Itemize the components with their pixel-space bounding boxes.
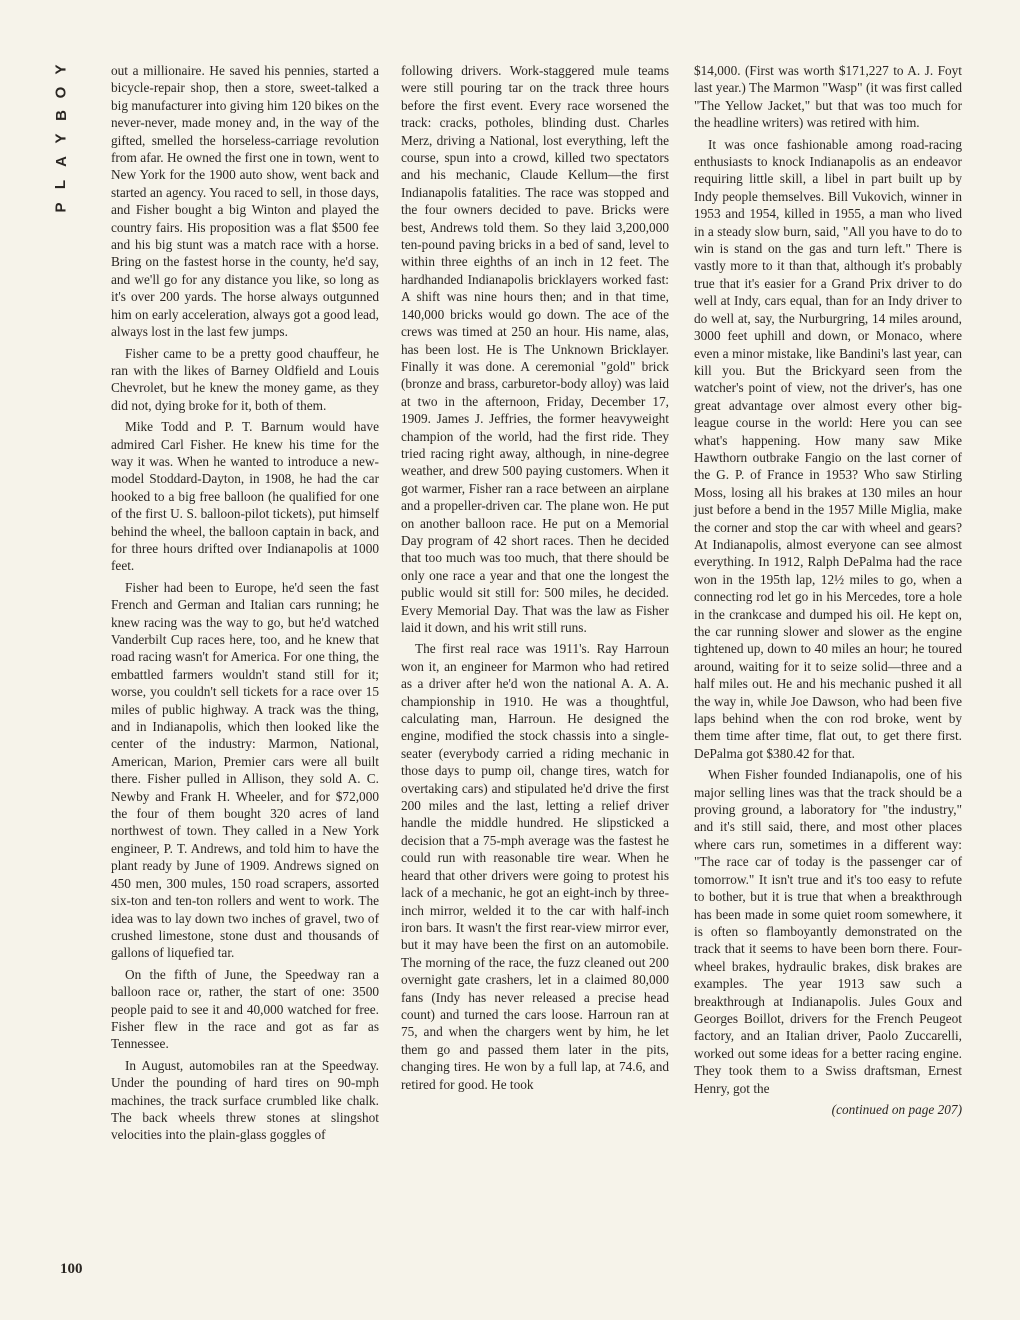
paragraph: Mike Todd and P. T. Barnum would have admired Carl Fisher. He knew his time for the way it was. When he wanted to introduce a new-model Stoddard-Dayton, in 1908, he had the car hooked to a big free balloon (he qualified for one of the first U. S. balloon-pilot tickets), put himself behind the wheel, the balloon captain in back, and for three hours drifted over Indianapolis at 1000 feet. bbox=[111, 419, 379, 574]
continuation-note: (continued on page 207) bbox=[831, 1101, 962, 1117]
masthead-letter: B bbox=[52, 110, 70, 121]
paragraph: $14,000. (First was worth $171,227 to A. J. Foyt last year.) The Marmon "Wasp" (it was first called "The Yellow Jacket," but that was too much for the headline writers) was retired with him. bbox=[694, 63, 962, 131]
paragraph: In August, automobiles ran at the Speedway. Under the pounding of hard tires on 90-mph machines, the track surface crumbled like chalk. The back wheels threw stones at slingshot velocities into the plain-glass goggles of bbox=[111, 1057, 379, 1143]
paragraph: following drivers. Work-staggered mule teams were still pouring tar on the track three hours before the first event. Every race worsened the track: cracks, potholes, blinding dust. Charles Merz, driving a National, lost everything, left the course, spun into a crowd, killed two spectators and his mechanic, Claude Kellum—the first Indianapolis fatalities. The race was stopped and the four owners decided to pave. Bricks were best, Andrews told them. So they laid 3,200,000 ten-pound paving bricks in a bed of sand, level to within three eighths of an inch in 12 feet. The hardhanded Indianapolis bricklayers worked fast: A shift was nine hours then; and in that time, 140,000 bricks would go down. The ace of the crews was timed at 250 an hour. His name, alas, has been lost. He is The Unknown Bricklayer. Finally it was done. A ceremonial "gold" brick (bronze and brass, carburetor-body alloy) was laid at two in the afternoon, Friday, December 17, 1909. James J. Jeffries, the former heavyweight champion of the world, had the first ride. They tried racing right away, although, in nine-degree weather, and drew 500 paying customers. When it got warmer, Fisher ran a race between an airplane and a propeller-driven car. The plane won. He put on another balloon race. He put on a Memorial Day program of 42 short races. Then he decided that too much was too much, that there should be only one race a year and that one the longest the public would sit still for: 500 miles, he decided. Every Memorial Day. That was the law as Fisher laid it down, and his writ still runs. bbox=[401, 63, 669, 635]
masthead-letter: A bbox=[52, 156, 70, 167]
article-column-3 bbox=[694, 62, 962, 1122]
paragraph: Fisher had been to Europe, he'd seen the fast French and German and Italian cars running; he knew racing was the way to go, but he'd watched Vanderbilt Cup races here, too, and he knew that road racing wasn't for America. For one thing, the embattled farmers wouldn't stand still for it; worse, you couldn't sell tickets for a race over 15 miles of public highway. A track was the thing, and in Indianapolis, which then looked like the center of the industry: Marmon, National, American, Marion, Premier cars were all built there. Fisher pulled in Allison, they sold A. C. Newby and Frank H. Wheeler, and for $72,000 the four of them bought 320 acres of land northwest of town. They called in a New York engineer, P. T. Andrews, and told him to have the plant ready by June of 1909. Andrews signed on 450 men, 300 mules, 150 road scrapers, assorted six-ton and ten-ton rollers and went to work. The idea was to lay down two inches of gravel, two of crushed limestone, stone dust and thousands of gallons of liquefied tar. bbox=[111, 579, 379, 961]
masthead-letter: Y bbox=[52, 64, 70, 75]
paragraph: The first real race was 1911's. Ray Harroun won it, an engineer for Marmon who had retired as a driver after he'd won the national A. A. A. championship in 1910. He was a thoughtful, calculating man, Harroun. He designed the engine, modified the stock chassis into a single-seater (everybody carried a riding mechanic in those days to pump oil, change tires, watch for overtaking cars) and stipulated he'd drive the first 200 miles and the last, letting a relief driver handle the middle hundred. He slipsticked a decision that a 75-mph average was the fastest he could run with reasonable tire wear. When he heard that other drivers were going to protest his lack of a mechanic, he got an eight-inch by three-inch mirror, welded it to the car with half-inch iron bars. It wasn't the first rear-view mirror ever, but it may have been the first on an automobile. The morning of the race, the fuzz cleaned out 200 overnight gate crashers, let in a claimed 80,000 fans (Indy has never released a precise head count) and turned the cars loose. Harroun ran at 75, and when the chargers went by him, he let them go and passed them later in the pits, changing tires. He won by a full lap, at 74.6, and retired for good. He took bbox=[401, 641, 669, 1092]
paragraph: out a millionaire. He saved his pennies, started a bicycle-repair shop, then a store, sweet-talked a big manufacturer into giving him 120 bikes on the never-never, made money and, in the way of the gifted, smelled the horseless-carriage revolution from afar. He owned the first one in town, went to New York for the 1900 auto show, went back and started an agency. You raced to sell, in those days, and Fisher bought a big Winton and played the country fairs. His proposition was a flat $500 fee and his big stunt was a match race with a horse. Bring on the fastest horse in the county, he'd say, and we'll go for any distance you like, so long as it's over 200 yards. The horse always outgunned him on early acceleration, always got a good lead, always lost in the last few jumps. bbox=[111, 63, 379, 340]
article-column-2 bbox=[401, 62, 669, 1097]
masthead-letter: Y bbox=[52, 133, 70, 144]
paragraph: Fisher came to be a pretty good chauffeur, he ran with the likes of Barney Oldfield and Louis Chevrolet, but he knew the money game, as they did not, dying broke for it, both of them. bbox=[111, 345, 379, 413]
page-number: 100 bbox=[60, 1261, 83, 1277]
masthead-letter: O bbox=[52, 86, 70, 99]
paragraph: When Fisher founded Indianapolis, one of his major selling lines was that the track should be a proving ground, a laboratory for "the industry," and it's still said, there, and most other places where cars run, sometimes in a different way: "The race car of today is the passenger car of tomorrow." It isn't true and it's too easy to refute to bother, but it is true that when a breakthrough has been made in some quiet room somewhere, it is often so flamboyantly demonstrated on the track that it seems to have been born there. Four-wheel brakes, hydraulic brakes, disk brakes are examples. The year 1913 saw such a breakthrough at Indianapolis. Jules Goux and Georges Boillot, drivers for the French Peugeot factory, and an Italian driver, Paolo Zuccarelli, worked out some ideas for a better racing engine. They took them to a Swiss draftsman, Ernest Henry, got the bbox=[694, 767, 962, 1096]
paragraph: On the fifth of June, the Speedway ran a balloon race or, rather, the start of one: 3500 people paid to see it and 40,000 watched for free. Fisher flew in the race and got as far as Tennessee. bbox=[111, 966, 379, 1052]
masthead-letter: P bbox=[52, 202, 70, 213]
article-column-1 bbox=[111, 62, 379, 1148]
masthead-letter: L bbox=[52, 179, 70, 190]
magazine-masthead bbox=[48, 58, 74, 219]
paragraph: It was once fashionable among road-racing enthusiasts to knock Indianapolis as an endeavor requiring little skill, a libel in part built up by Indy people themselves. Bill Vukovich, winner in 1953 and 1954, killed in 1955, a man who lived in a steady slow burn, said, "All you have to do to win is stand on the gas and turn left." There is vastly more to it than that, although it's probably true that it's easier for a Grand Prix driver to do well at Indy, cars equal, than for an Indy driver to do well at, say, the Nurburgring, 14 miles around, 3000 feet uphill and down, or Monaco, where even a minor mistake, like Bandini's last year, can kill you. But the Brickyard seen from the watcher's point of view, not the driver's, has one great advantage over almost every other big-league course in the world: Here you can see what's happening. How many saw Mike Hawthorn outbrake Fangio on the last corner of the G. P. of France in 1953? Who saw Stirling Moss, losing all his brakes at 130 miles an hour just before a bend in the 1957 Mille Miglia, make the corner and stop the car with wheel and gears? At Indianapolis, almost everyone can see almost everything. In 1912, Ralph DePalma had the race won in the 195th lap, 12½ miles to go, when a connecting rod let go in his Mercedes, tore a hole in the crankcase and dumped his oil. He kept on, the car running slower and slower as the engine tightened up, down to 40 miles an hour; he toured around, waiting for it to seize solid—three and a half miles out. He and his mechanic pushed it all the way in, while Joe Dawson, who had been five laps behind when the con rod broke, went by them time after time, flat out, to get there first. DePalma got $380.42 for that. bbox=[694, 136, 962, 761]
